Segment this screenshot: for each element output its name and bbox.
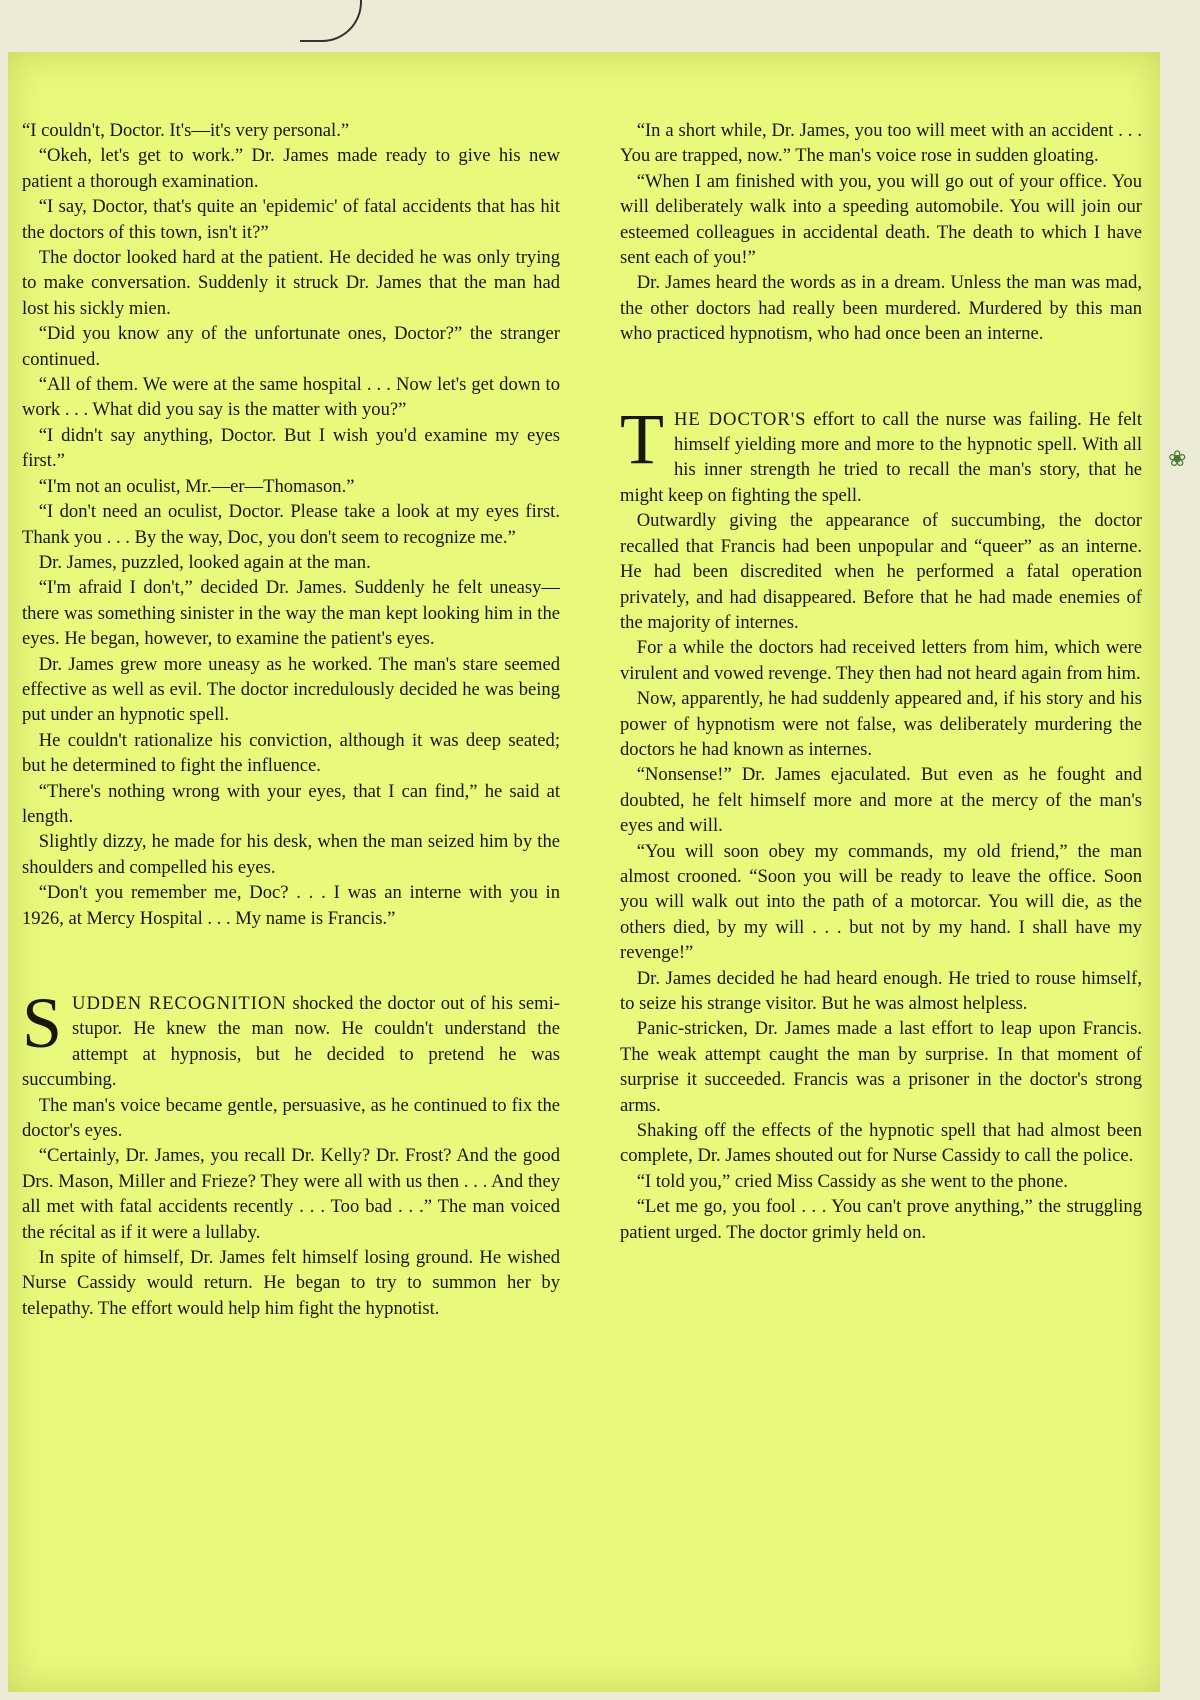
section-lead-paragraph bbox=[620, 398, 1143, 509]
drop-cap: T bbox=[620, 398, 664, 479]
paragraph: The man's voice became gentle, persuasive, as he continued to fix the doctor's eyes. bbox=[22, 1094, 560, 1142]
paragraph: “All of them. We were at the same hospital . . . Now let's get down to work . . . What did you say is the matter with you?” bbox=[22, 374, 560, 421]
left-column bbox=[22, 118, 560, 1321]
paragraph: “Did you know any of the unfortunate ones, Doctor?” the stranger continued. bbox=[22, 323, 560, 370]
paragraph: “Okeh, let's get to work.” Dr. James made ready to give his new patient a thorough examination. bbox=[22, 145, 560, 192]
leaf-stain: ❀ bbox=[1168, 447, 1187, 472]
paragraph: Slightly dizzy, he made for his desk, when the man seized him by the shoulders and compelled his eyes. bbox=[22, 831, 560, 878]
paragraph: “I say, Doctor, that's quite an 'epidemic' of fatal accidents that has hit the doctors of this town, isn't it?” bbox=[22, 196, 560, 243]
drop-cap: S bbox=[22, 983, 63, 1063]
paragraph: “I didn't say anything, Doctor. But I wish you'd examine my eyes first.” bbox=[22, 424, 560, 472]
paragraph: “In a short while, Dr. James, you too will meet with an accident . . . You are trapped, now.” The man's voice rose in sudden gloating. bbox=[620, 120, 1142, 167]
paragraph: “Let me go, you fool . . . You can't prove anything,” the struggling patient urged. The doctor grimly held on. bbox=[620, 1196, 1142, 1243]
paragraph: Dr. James, puzzled, looked again at the man. bbox=[38, 551, 371, 573]
paragraph: Shaking off the effects of the hypnotic spell that had almost been complete, Dr. James shouted out for Nurse Cassidy to call the police. bbox=[620, 1120, 1142, 1167]
section-lead-paragraph bbox=[22, 983, 560, 1093]
section-lead-caps: HE DOCTOR'S bbox=[673, 408, 807, 430]
paragraph: “There's nothing wrong with your eyes, that I can find,” he said at length. bbox=[22, 780, 560, 827]
paragraph: Panic-stricken, Dr. James made a last effort to leap upon Francis. The weak attempt caught the man by surprise. In that moment of surprise it succeeded. Francis was a prisoner in the doctor's strong arms. bbox=[620, 1018, 1142, 1116]
paragraph: “I'm not an oculist, Mr.—er—Thomason.” bbox=[38, 475, 355, 497]
paper-sheet bbox=[8, 52, 1187, 1692]
right-paragraphs-before bbox=[620, 118, 1142, 347]
paragraph: Dr. James grew more uneasy as he worked. The man's stare seemed effective as well as evil. The doctor incredulously decided he was being put under an hypnotic spell. bbox=[22, 653, 560, 726]
paragraph: For a while the doctors had received letters from him, which were virulent and vowed revenge. They then had not heard again from him. bbox=[620, 637, 1142, 684]
paragraph: “Don't you remember me, Doc? . . . I was an interne with you in 1926, at Mercy Hospital . . . My name is Francis.” bbox=[22, 882, 560, 929]
paragraph: “I couldn't, Doctor. It's—it's very personal.” bbox=[22, 120, 350, 141]
paragraph: Outwardly giving the appearance of succumbing, the doctor recalled that Francis had been unpopular and “queer” as an interne. He had been discredited when he performed a fatal operation privately, and had disappeared. Before that he had made enemies of the majority of internes. bbox=[620, 510, 1142, 633]
section-lead-text: effort to call the nurse was failing. He felt himself yielding more and more to the hypnotic spell. With all his inner strength he tried to recall the man's story, that he might keep on fighting the spell. bbox=[620, 408, 1143, 506]
section-lead-caps: UDDEN RECOGNITION bbox=[72, 993, 287, 1014]
paragraph: “When I am finished with you, you will go out of your office. You will deliberately walk into a speeding automobile. You will join our esteemed colleagues in accidental death. The death to which I have sent each of you!” bbox=[620, 170, 1142, 269]
paragraph: “You will soon obey my commands, my old friend,” the man almost crooned. “Soon you will be ready to leave the office. Soon you will walk out into the path of a motorcar. You will die, as the others died, by my will . . . but not by my hand. I shall have my revenge!” bbox=[620, 840, 1142, 964]
paragraph: He couldn't rationalize his conviction, although it was deep seated; but he determined to fight the influence. bbox=[22, 729, 560, 777]
left-section bbox=[22, 983, 560, 1321]
paragraph: “I'm afraid I don't,” decided Dr. James. Suddenly he felt uneasy—there was something sinister in the way the man kept looking him in the eyes. He began, however, to examine the patient's eyes. bbox=[22, 577, 560, 650]
paragraph: In spite of himself, Dr. James felt himself losing ground. He wished Nurse Cassidy would return. He began to try to summon her by telepathy. The effort would help him fight the hypnotist. bbox=[22, 1247, 560, 1319]
section-lead-text: shocked the doctor out of his semi-stupor. He knew the man now. He couldn't understand the attempt at hypnosis, but he decided to pretend he was succumbing. bbox=[22, 993, 560, 1091]
paragraph: Dr. James decided he had heard enough. He tried to rouse himself, to seize his strange visitor. But he was almost helpless. bbox=[620, 967, 1142, 1014]
paragraph: Dr. James heard the words as in a dream. Unless the man was mad, the other doctors had really been murdered. Murdered by this man who practiced hypnotism, who had once been an interne. bbox=[620, 272, 1142, 345]
paragraph: “I don't need an oculist, Doctor. Please take a look at my eyes first. Thank you . . . By the way, Doc, you don't seem to recognize me.” bbox=[22, 501, 560, 548]
right-column bbox=[620, 118, 1142, 1245]
paragraph: “Nonsense!” Dr. James ejaculated. But even as he fought and doubted, he felt himself more and more at the mercy of the man's eyes and will. bbox=[620, 764, 1142, 837]
paragraph: The doctor looked hard at the patient. He decided he was only trying to make conversation. Suddenly it struck Dr. James that the man had lost his sickly mien. bbox=[22, 247, 560, 319]
paragraph: “I told you,” cried Miss Cassidy as she went to the phone. bbox=[636, 1170, 1068, 1192]
paragraph: Now, apparently, he had suddenly appeared and, if his story and his power of hypnotism were not false, was deliberately murdering the doctors he had known as internes. bbox=[620, 688, 1142, 760]
left-paragraphs-before bbox=[22, 118, 560, 931]
page-corner-mark bbox=[300, 0, 362, 42]
right-section bbox=[620, 398, 1143, 1245]
paragraph: “Certainly, Dr. James, you recall Dr. Kelly? Dr. Frost? And the good Drs. Mason, Miller and Frieze? They were all with us then . . . And they all met with fatal accidents recently . . . Too bad . . .” The man voiced the récital as if it were a lullaby. bbox=[22, 1145, 560, 1243]
